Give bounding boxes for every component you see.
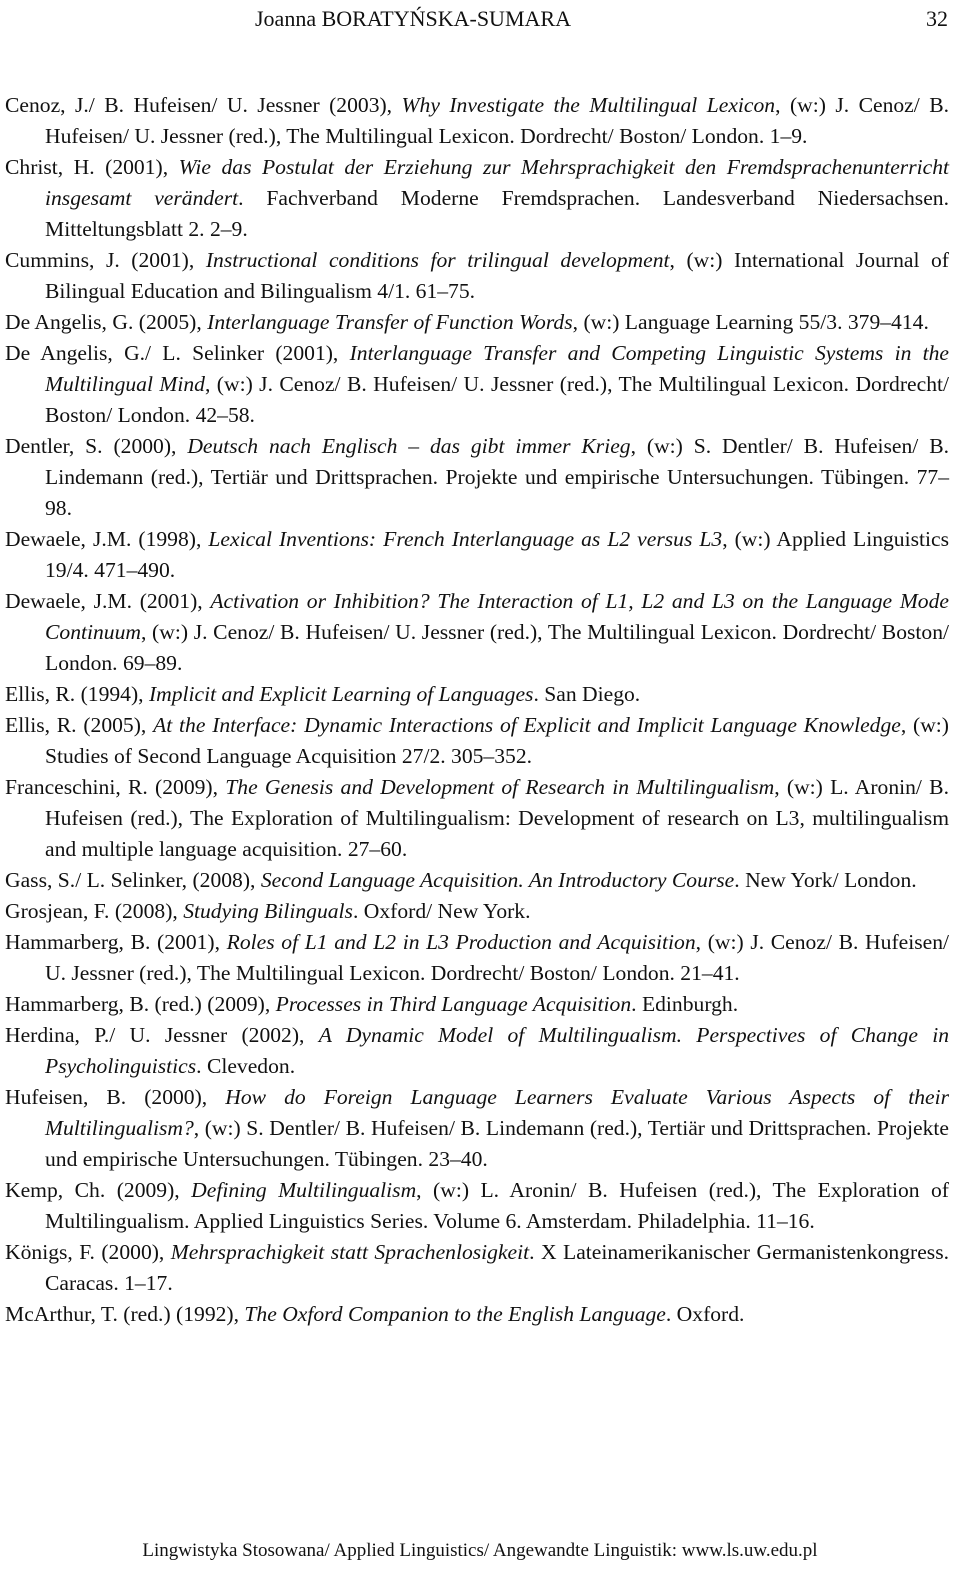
reference-title: Activation or Inhibition? The Interaction of L1, L2 and L3 on the Language Mode Continuum [45,589,949,644]
reference-title: How do Foreign Language Learners Evaluate Various Aspects of their Multilingualism? [45,1085,949,1140]
reference-source: , (w:) L. Aronin/ B. Hufeisen (red.), The Exploration of Multilingualism. Applied Linguistics Series. Volume 6. Amsterdam. Philadelphia. 11–16. [45,1178,949,1233]
reference-source: . Oxford/ New York. [352,899,531,923]
reference-title: Roles of L1 and L2 in L3 Production and Acquisition [226,930,696,954]
reference-author-year: Franceschini, R. (2009), [5,775,226,799]
reference-entry [5,1299,949,1330]
reference-entry [5,679,949,710]
reference-title: The Oxford Companion to the English Language [244,1302,666,1326]
reference-source: . New York/ London. [734,868,917,892]
reference-entry [5,307,949,338]
reference-author-year: Königs, F. (2000), [5,1240,171,1264]
reference-source: , (w:) S. Dentler/ B. Hufeisen/ B. Lindemann (red.), Tertiär und Drittsprachen. Projekte und empirische Untersuchungen. Tübingen. 77–98. [45,434,949,520]
reference-title: Lexical Inventions: French Interlanguage as L2 versus L3 [208,527,723,551]
reference-author-year: Cummins, J. (2001), [5,248,206,272]
reference-entry [5,772,949,865]
reference-source: , (w:) Applied Linguistics 19/4. 471–490. [45,527,949,582]
reference-title: Instructional conditions for trilingual development [205,248,670,272]
reference-entry [5,431,949,524]
page-number: 32 [926,6,948,31]
reference-author-year: Dewaele, J.M. (2001), [5,589,211,613]
reference-author-year: Herdina, P./ U. Jessner (2002), [5,1023,319,1047]
reference-author-year: Ellis, R. (2005), [5,713,154,737]
reference-entry [5,1020,949,1082]
reference-source: , (w:) Studies of Second Language Acquisition 27/2. 305–352. [45,713,949,768]
reference-entry [5,90,949,152]
reference-author-year: Grosjean, F. (2008), [5,899,184,923]
reference-author-year: De Angelis, G. (2005), [5,310,208,334]
reference-title: Defining Multilingualism [191,1178,417,1202]
reference-source: . San Diego. [533,682,641,706]
reference-title: Deutsch nach Englisch – das gibt immer Krieg [187,434,631,458]
reference-source: , (w:) L. Aronin/ B. Hufeisen (red.), The Exploration of Multilingualism: Development of research on L3, multilingualism and multiple language acquisition. 27–60. [45,775,949,861]
reference-source: , (w:) International Journal of Bilingual Education and Bilingualism 4/1. 61–75. [45,248,949,303]
reference-list [5,90,949,1330]
reference-title: Implicit and Explicit Learning of Languages [148,682,534,706]
header-author: Joanna BORATYŃSKA-SUMARA [255,6,571,31]
reference-author-year: Ellis, R. (1994), [5,682,149,706]
reference-entry [5,896,949,927]
journal-footer: Lingwistyka Stosowana/ Applied Linguistics/ Angewandte Linguistik: www.ls.uw.edu.pl [142,1540,818,1561]
reference-source: , (w:) J. Cenoz/ B. Hufeisen/ U. Jessner (red.), The Multilingual Lexicon. Dordrecht/ Boston/ London. 42–58. [45,372,949,427]
reference-title: Interlanguage Transfer of Function Words [207,310,573,334]
reference-source: . Fachverband Moderne Fremdsprachen. Landesverband Niedersachsen. Mitteltungsblatt 2. 2–9. [45,186,949,241]
reference-source: . Clevedon. [196,1054,296,1078]
reference-author-year: Hufeisen, B. (2000), [5,1085,226,1109]
reference-title: Studying Bilinguals [183,899,353,923]
reference-title: A Dynamic Model of Multilingualism. Perspectives of Change in Psycholinguistics [45,1023,949,1078]
reference-source: , (w:) S. Dentler/ B. Hufeisen/ B. Lindemann (red.), Tertiär und Drittsprachen. Projekte und empirische Untersuchungen. Tübingen. 23–40. [45,1116,949,1171]
reference-entry [5,152,949,245]
reference-entry [5,245,949,307]
reference-author-year: Christ, H. (2001), [5,155,179,179]
reference-title: Second Language Acquisition. An Introductory Course [260,868,735,892]
reference-entry [5,338,949,431]
running-header [0,2,960,38]
reference-entry [5,1082,949,1175]
reference-entry [5,524,949,586]
reference-author-year: Dewaele, J.M. (1998), [5,527,209,551]
reference-source: . X Lateinamerikanischer Germanistenkongress. Caracas. 1–17. [45,1240,950,1295]
reference-author-year: Gass, S./ L. Selinker, (2008), [5,868,261,892]
reference-entry [5,865,949,896]
reference-title: Why Investigate the Multilingual Lexicon [401,93,776,117]
reference-entry [5,927,949,989]
reference-title: Mehrsprachigkeit statt Sprachenlosigkeit [170,1240,530,1264]
reference-entry [5,1175,949,1237]
reference-author-year: Hammarberg, B. (red.) (2009), [5,992,276,1016]
reference-title: The Genesis and Development of Research in Multilingualism [225,775,775,799]
reference-author-year: Dentler, S. (2000), [5,434,188,458]
reference-source: , (w:) J. Cenoz/ B. Hufeisen/ U. Jessner (red.), The Multilingual Lexicon. Dordrecht/ Boston/ London. 21–41. [45,930,949,985]
reference-title: Interlanguage Transfer and Competing Linguistic Systems in the Multilingual Mind [45,341,949,396]
reference-author-year: Hammarberg, B. (2001), [5,930,227,954]
reference-source: , (w:) Language Learning 55/3. 379–414. [572,310,929,334]
reference-entry [5,989,949,1020]
reference-author-year: McArthur, T. (red.) (1992), [5,1302,245,1326]
reference-source: , (w:) J. Cenoz/ B. Hufeisen/ U. Jessner (red.), The Multilingual Lexicon. Dordrecht/ Boston/ London. 69–89. [45,620,949,675]
reference-entry [5,710,949,772]
reference-title: At the Interface: Dynamic Interactions of Explicit and Implicit Language Knowledge [153,713,901,737]
reference-entry [5,586,949,679]
reference-entry [5,1237,949,1299]
reference-author-year: Cenoz, J./ B. Hufeisen/ U. Jessner (2003), [5,93,402,117]
reference-source: . Oxford. [665,1302,745,1326]
reference-source: , (w:) J. Cenoz/ B. Hufeisen/ U. Jessner (red.), The Multilingual Lexicon. Dordrecht/ Boston/ London. 1–9. [45,93,950,148]
reference-author-year: De Angelis, G./ L. Selinker (2001), [5,341,350,365]
reference-title: Wie das Postulat der Erziehung zur Mehrsprachigkeit den Fremdsprachenunterricht insgesamt verändert [45,155,949,210]
reference-title: Processes in Third Language Acquisition [275,992,632,1016]
reference-source: . Edinburgh. [631,992,739,1016]
reference-author-year: Kemp, Ch. (2009), [5,1178,192,1202]
